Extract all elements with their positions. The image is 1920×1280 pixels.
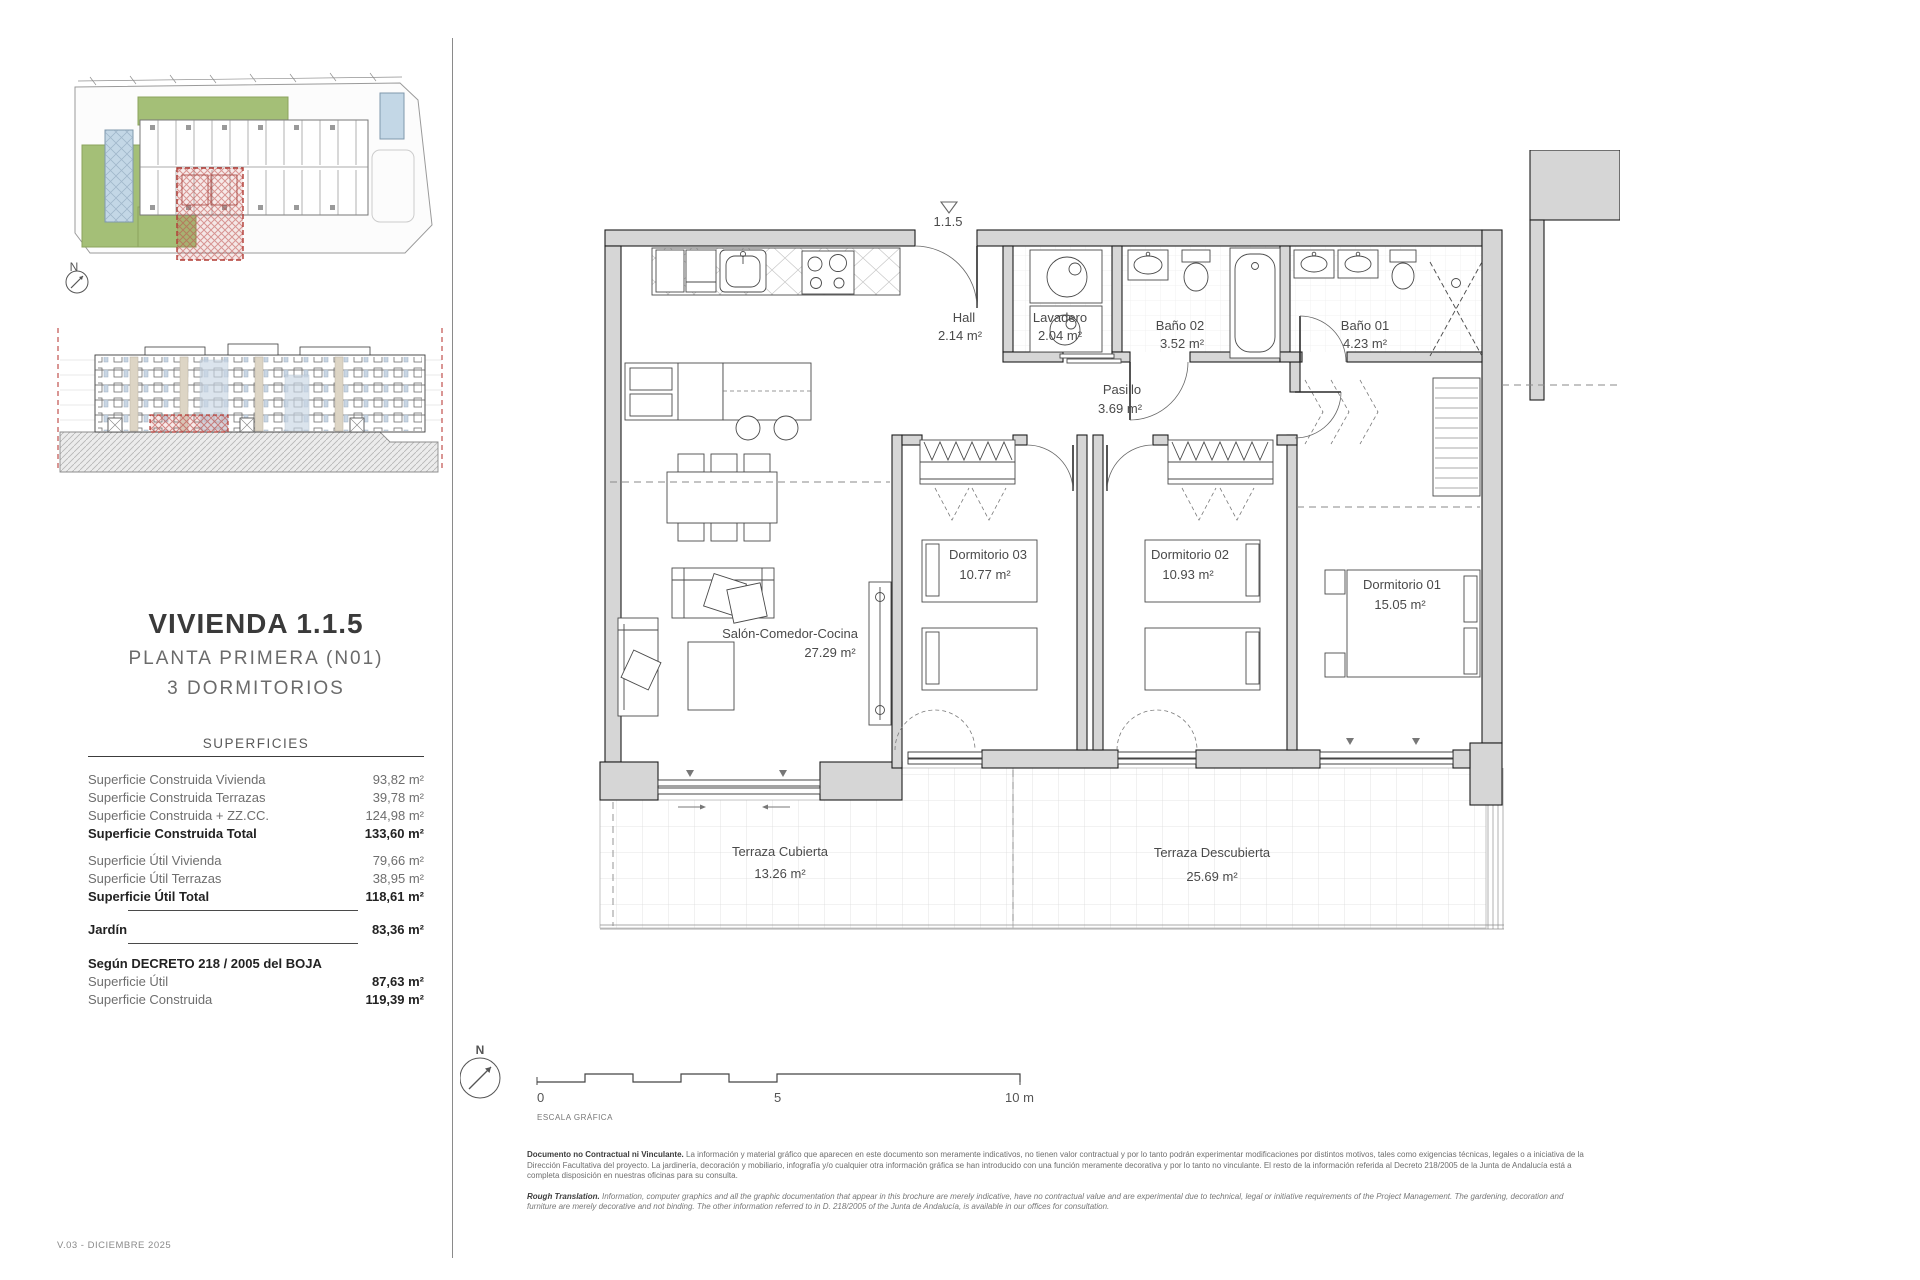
room-label-dorm03-area: 10.77 m² — [959, 567, 1011, 582]
pool-small — [380, 93, 404, 139]
media-unit — [869, 582, 891, 725]
superficies-heading: SUPERFICIES — [88, 736, 424, 757]
disclaimer-es-lead: Documento no Contractual ni Vinculante. — [527, 1150, 684, 1159]
superficies-table — [88, 736, 424, 1009]
north-compass-plan — [460, 1043, 500, 1098]
room-label-dorm03-name: Dormitorio 03 — [948, 547, 1028, 562]
building-footprint — [140, 120, 368, 215]
stool — [774, 416, 798, 440]
room-label-hall-area: 2.14 m² — [937, 328, 983, 343]
disclaimer-es-text: La información y material gráfico que aparecen en este documento son meramente indicativos, no tienen valor contractual y por lo tanto podrán experimentar modificaciones por distintos motivos, tales como exigencias técnicas, legales o a iniciativa de la Dirección Facultativa del proyecto. La jardinería, decoración y mobiliario, infografía y/o cualquier otra información gráfica se han introducido con una función meramente decorativa y por lo tanto no vinculante. El resto de la información referida al Decreto 218/2005 de la Junta de Andalucía está a completa disposición en nuestras oficinas para su consulta. — [527, 1150, 1584, 1181]
washbasin-icon — [1294, 250, 1334, 278]
dining-set — [667, 454, 777, 541]
kitchen-island — [625, 363, 811, 440]
toilet-icon — [1390, 250, 1416, 289]
disclaimer-en-lead: Rough Translation. — [527, 1191, 600, 1201]
room-label-salon-area: 27.29 m² — [804, 645, 856, 660]
scale-caption: ESCALA GRÁFICA — [537, 1113, 613, 1122]
sliding-door — [1060, 354, 1114, 358]
room-label-bano02-area: 3.52 m² — [1159, 336, 1205, 351]
table-row-total: Superficie Útil Total 118,61 m² — [88, 889, 424, 904]
room-label-dorm02-area: 10.93 m² — [1162, 567, 1214, 582]
disclaimer-es — [527, 1150, 1585, 1182]
room-label-salon-name: Salón-Comedor-Cocina — [722, 626, 858, 641]
room-label-pasillo-area: 3.69 m² — [1097, 401, 1143, 416]
room-label-terraza-descubierta-area: 25.69 m² — [1186, 869, 1238, 884]
unit-highlight — [177, 168, 243, 260]
table-row: Superficie Construida + ZZ.CC. 124,98 m² — [88, 808, 424, 823]
scale-tick-10: 10 m — [1005, 1090, 1034, 1105]
north-compass-site — [66, 260, 88, 293]
unit-marker-label: 1.1.5 — [933, 214, 963, 229]
scale-tick-5: 5 — [774, 1090, 782, 1105]
floor-subtitle: PLANTA PRIMERA (N01) — [128, 648, 384, 669]
room-label-hall-name: Hall — [952, 310, 976, 325]
room-label-terraza-descubierta-name: Terraza Descubierta — [1153, 845, 1271, 860]
coffee-table — [688, 642, 734, 710]
sink-icon — [720, 250, 766, 292]
toilet-icon — [1182, 250, 1210, 291]
nightstand — [1325, 653, 1345, 677]
wardrobe-dorm02 — [1168, 440, 1273, 520]
room-label-bano01-area: 4.23 m² — [1342, 336, 1388, 351]
sofa-set — [618, 568, 774, 716]
disclaimer-en-text: Information, computer graphics and all the graphic documentation that appear in this brochure are merely indicative, have no contractual value and are experimental due to technical, legal or initiative requirements of the Project Management. The gardening, decoration and furniture are merely decorative and not binding. The other information referred to in D. 218/2005 of the Junta de Andalucía, is available in our offices for consultation. — [527, 1191, 1564, 1212]
room-label-dorm01-name: Dormitorio 01 — [1362, 577, 1442, 592]
separator — [128, 943, 358, 944]
beds-dorm03 — [922, 540, 1037, 690]
unit-title: VIVIENDA 1.1.5 — [148, 608, 364, 639]
hob-icon — [802, 251, 854, 294]
graphic-scale — [537, 1074, 1034, 1122]
north-label-plan: N — [475, 1043, 485, 1057]
table-row-jardin: Jardín 83,36 m² — [88, 922, 424, 937]
room-label-dorm01-area: 15.05 m² — [1374, 597, 1426, 612]
bedrooms-subtitle: 3 DORMITORIOS — [167, 678, 345, 699]
terrain — [60, 432, 438, 472]
beds-dorm02 — [1145, 540, 1260, 690]
room-label-terraza-cubierta-name: Terraza Cubierta — [731, 844, 829, 859]
wardrobe-dorm03 — [920, 440, 1015, 520]
kitchen-counter — [652, 248, 900, 295]
decreto-heading: Según DECRETO 218 / 2005 del BOJA — [88, 956, 322, 971]
scale-bar — [460, 1040, 1100, 1125]
walkin-wardrobe — [1305, 378, 1480, 496]
floor-plan — [590, 150, 1620, 960]
disclaimer-en — [527, 1192, 1585, 1213]
room-label-pasillo-name: Pasillo — [1102, 382, 1142, 397]
table-row: Superficie Construida 119,39 m² — [88, 992, 424, 1007]
room-label-bano02-name: Baño 02 — [1155, 318, 1205, 333]
site-key-plan — [50, 55, 460, 295]
table-row: Superficie Construida Vivienda 93,82 m² — [88, 772, 424, 787]
entrance-triangle-icon — [941, 202, 957, 213]
room-label-terraza-cubierta-area: 13.26 m² — [754, 866, 806, 881]
title-block — [60, 608, 452, 700]
room-label-lavadero-name: Lavadero — [1032, 310, 1088, 325]
table-row-total: Superficie Construida Total 133,60 m² — [88, 826, 424, 841]
bathtub-icon — [1230, 248, 1280, 358]
disclaimer-block — [527, 1150, 1585, 1213]
entrance-marker — [934, 202, 963, 229]
north-label-site: N — [69, 260, 79, 274]
washbasin-icon — [1128, 250, 1168, 280]
table-row: Superficie Construida Terrazas 39,78 m² — [88, 790, 424, 805]
stool — [736, 416, 760, 440]
room-label-dorm02-name: Dormitorio 02 — [1150, 547, 1230, 562]
elevation-drawing — [50, 320, 450, 485]
table-row: Superficie Útil 87,63 m² — [88, 974, 424, 989]
table-row: Superficie Útil Terrazas 38,95 m² — [88, 871, 424, 886]
sliding-door — [1067, 359, 1121, 363]
folding-doors — [1305, 380, 1378, 444]
scale-tick-0: 0 — [537, 1090, 545, 1105]
nightstand — [1325, 570, 1345, 594]
washbasin-icon — [1338, 250, 1378, 278]
version-label: V.03 - DICIEMBRE 2025 — [57, 1240, 172, 1251]
room-label-lavadero-area: 2.04 m² — [1037, 328, 1083, 343]
room-label-bano01-name: Baño 01 — [1340, 318, 1390, 333]
separator — [128, 910, 358, 911]
building-elevation — [95, 344, 425, 432]
table-row: Superficie Útil Vivienda 79,66 m² — [88, 853, 424, 868]
unit-highlight-elevation — [150, 415, 228, 432]
